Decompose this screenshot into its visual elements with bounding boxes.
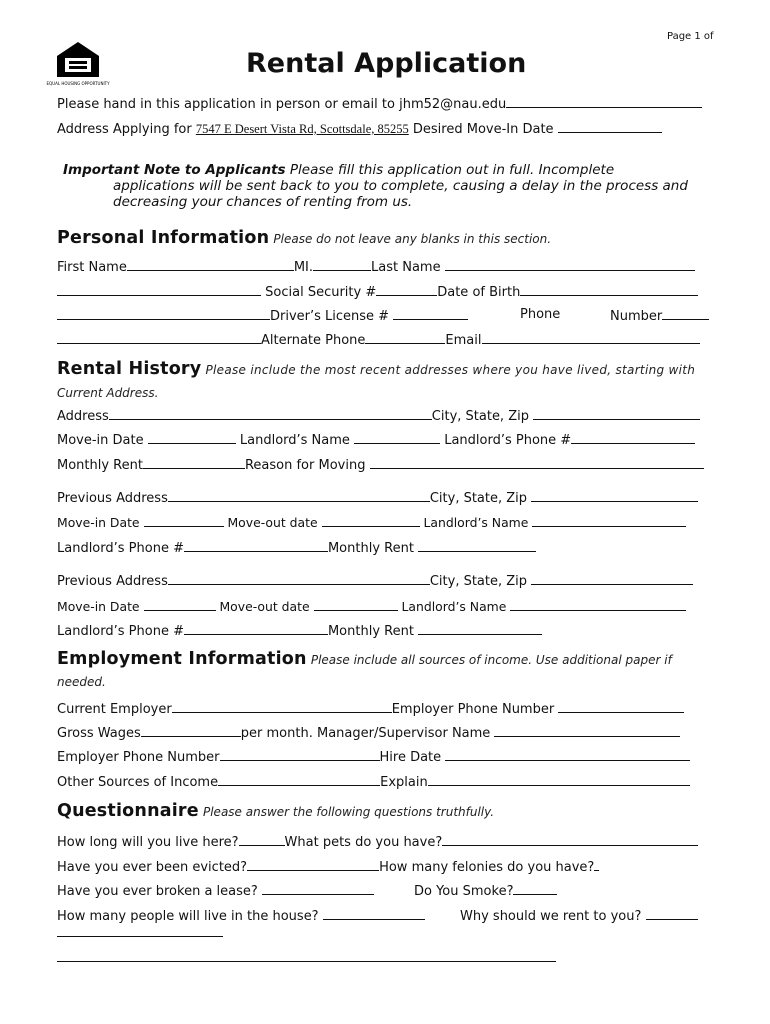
people-field[interactable]: [323, 907, 425, 920]
question-row-2: [57, 858, 599, 876]
broken-lease-field[interactable]: [262, 882, 374, 895]
question-row-3: [57, 882, 374, 900]
previous-address-row-2: [57, 572, 693, 590]
phone-number-group: [610, 307, 709, 325]
reason-field[interactable]: [370, 456, 704, 469]
other-income-field[interactable]: [218, 773, 380, 786]
manager-label: Manager/Supervisor Name: [316, 726, 491, 741]
why-continued-line-2[interactable]: [57, 961, 556, 962]
intro-address-row: [57, 120, 662, 138]
address-applying-label: Address Applying for: [57, 122, 192, 137]
license-field[interactable]: [393, 307, 468, 320]
current-move-in-field[interactable]: [148, 431, 236, 444]
pets-label: What pets do you have?: [284, 835, 443, 850]
license-label: Driver’s License #: [270, 309, 390, 324]
landlord-phone-label: Landlord’s Phone #: [444, 433, 572, 448]
last-name-field[interactable]: [445, 258, 695, 271]
note-line-1: [63, 162, 614, 178]
current-employer-field[interactable]: [172, 700, 392, 713]
last-name-label: Last Name: [371, 260, 441, 275]
how-long-field[interactable]: [239, 833, 285, 846]
previous-address-label: Previous Address: [57, 491, 168, 506]
previous-address-label: Previous Address: [57, 574, 168, 589]
note-heading: Important Note to Applicants: [63, 162, 286, 178]
house-icon: [46, 40, 110, 88]
email-field[interactable]: [482, 331, 700, 344]
current-landlord-phone-field[interactable]: [571, 431, 695, 444]
ssn-label: Social Security #: [265, 285, 377, 300]
why-field[interactable]: [646, 907, 698, 920]
personal-note: Please do not leave any blanks in this section.: [273, 232, 552, 246]
employer-phone-label: Employer Phone Number: [391, 702, 555, 717]
why-label: Why should we rent to you?: [460, 909, 642, 924]
move-in-label: Move-in Date: [57, 433, 144, 448]
dob-label: Date of Birth: [437, 285, 521, 300]
employer-phone-field-2[interactable]: [220, 748, 380, 761]
previous-dates-row-1: [57, 514, 686, 531]
current-address-row: [57, 407, 700, 425]
per-month-label: per month.: [240, 726, 313, 741]
previous-phone-row-1: [57, 539, 536, 557]
rental-note-1: Please include the most recent addresses where you have lived, starting with: [205, 363, 696, 377]
logo-caption: EQUAL HOUSING OPPORTUNITY: [46, 81, 110, 86]
pets-field[interactable]: [442, 833, 698, 846]
previous-landlord-name-field-2[interactable]: [510, 598, 686, 611]
landlord-name-label: Landlord’s Name: [239, 433, 350, 448]
note-text-1: Please fill this application out in full. Incomplete: [289, 162, 615, 178]
city-state-zip-label: City, State, Zip: [429, 491, 528, 506]
employer-phone-label-2: Employer Phone Number: [57, 750, 220, 765]
previous-city-field-2[interactable]: [531, 572, 693, 585]
previous-move-out-field-2[interactable]: [314, 598, 398, 611]
previous-landlord-name-field-1[interactable]: [532, 514, 686, 527]
number-label: Number: [610, 309, 663, 324]
previous-move-out-field-1[interactable]: [322, 514, 420, 527]
hand-in-text: Please hand in this application in person or email to jhm52@nau.edu: [57, 97, 507, 112]
landlord-name-label: Landlord’s Name: [423, 515, 529, 530]
how-long-label: How long will you live here?: [57, 835, 239, 850]
license-continued-field[interactable]: [57, 331, 261, 344]
page-title: Rental Application: [246, 48, 527, 79]
last-name-continued-field[interactable]: [57, 283, 261, 296]
landlord-phone-label: Landlord’s Phone #: [57, 541, 184, 556]
previous-address-row-1: [57, 489, 698, 507]
question-row-1: [57, 833, 698, 851]
rental-heading: Rental History: [57, 359, 202, 379]
manager-field[interactable]: [494, 724, 680, 737]
mi-label: MI.: [293, 260, 314, 275]
other-income-label: Other Sources of Income: [57, 775, 219, 790]
questionnaire-note: Please answer the following questions truthfully.: [202, 805, 495, 819]
alt-phone-field[interactable]: [365, 331, 445, 344]
hire-date-label: Hire Date: [379, 750, 442, 765]
employer-phone-field[interactable]: [558, 700, 684, 713]
hire-row: [57, 748, 690, 766]
smoke-field[interactable]: [513, 882, 557, 895]
city-state-zip-label: City, State, Zip: [429, 574, 528, 589]
city-state-zip-label: City, State, Zip: [431, 409, 529, 424]
current-rent-field[interactable]: [143, 456, 245, 469]
monthly-rent-label: Monthly Rent: [327, 624, 414, 639]
employment-note-2: needed.: [57, 675, 106, 689]
previous-address-field-2[interactable]: [168, 572, 430, 585]
questionnaire-heading: Questionnaire: [57, 801, 199, 821]
personal-heading-row: [57, 227, 551, 249]
page-number: Page 1 of: [667, 31, 714, 42]
previous-dates-row-2: [57, 598, 686, 615]
felonies-label: How many felonies do you have?: [379, 860, 595, 875]
wages-row: [57, 724, 680, 742]
previous-rent-field-1[interactable]: [418, 539, 536, 552]
smoke-label: Do You Smoke?: [414, 884, 514, 899]
rental-note-2: Current Address.: [57, 386, 159, 400]
note-text-3: decreasing your chances of renting from us.: [113, 194, 413, 210]
previous-address-field-1[interactable]: [168, 489, 430, 502]
alt-phone-label: Alternate Phone: [261, 333, 366, 348]
personal-heading: Personal Information: [57, 228, 270, 248]
current-landlord-name-field[interactable]: [354, 431, 440, 444]
ssn-field[interactable]: [376, 283, 437, 296]
income-row: [57, 773, 690, 791]
current-address-field[interactable]: [109, 407, 432, 420]
monthly-rent-label: Monthly Rent: [327, 541, 414, 556]
email-label: Email: [445, 333, 482, 348]
first-name-field[interactable]: [127, 258, 294, 271]
current-movein-row: [57, 431, 695, 449]
employment-note-1: Please include all sources of income. Use additional paper if: [310, 653, 672, 667]
ssn-row: [57, 283, 698, 301]
monthly-rent-label: Monthly Rent: [57, 458, 143, 473]
landlord-name-label: Landlord’s Name: [401, 599, 507, 614]
phone-field[interactable]: [662, 307, 709, 320]
explain-label: Explain: [380, 775, 428, 790]
previous-landlord-phone-field-2[interactable]: [184, 622, 328, 635]
previous-landlord-phone-field-1[interactable]: [184, 539, 328, 552]
address-applying-value: 7547 E Desert Vista Rd, Scottsdale, 85255: [195, 122, 409, 136]
why-continued-line[interactable]: [57, 936, 223, 937]
note-text-2: applications will be sent back to you to complete, causing a delay in the process and: [113, 178, 688, 194]
previous-city-field-1[interactable]: [531, 489, 698, 502]
email-line[interactable]: [506, 95, 702, 108]
intro-hand-in: [57, 95, 702, 113]
license-row: [57, 307, 468, 325]
previous-move-in-field-1[interactable]: [144, 514, 224, 527]
move-in-label: Move-in Date: [57, 515, 140, 530]
why-group: [460, 907, 698, 925]
explain-field[interactable]: [428, 773, 690, 786]
current-rent-row: [57, 456, 704, 474]
previous-rent-field-2[interactable]: [418, 622, 542, 635]
ssn-continued-field[interactable]: [57, 307, 270, 320]
previous-move-in-field-2[interactable]: [144, 598, 216, 611]
move-in-label: Move-in Date: [57, 599, 140, 614]
previous-phone-row-2: [57, 622, 542, 640]
hire-date-field[interactable]: [445, 748, 690, 761]
move-out-label: Move-out date: [219, 599, 310, 614]
equal-housing-logo: [46, 40, 110, 88]
move-out-label: Move-out date: [227, 515, 318, 530]
current-city-field[interactable]: [533, 407, 700, 420]
people-label: How many people will live in the house?: [57, 909, 319, 924]
mi-field[interactable]: [313, 258, 371, 271]
felonies-field[interactable]: [594, 858, 599, 871]
move-in-date-label: Desired Move-In Date: [412, 122, 554, 137]
phone-label: Phone: [520, 307, 561, 322]
employment-heading-row: [57, 648, 672, 670]
landlord-phone-label: Landlord’s Phone #: [57, 624, 184, 639]
evicted-label: Have you ever been evicted?: [57, 860, 248, 875]
rental-heading-row: [57, 358, 713, 380]
broken-lease-label: Have you ever broken a lease?: [57, 884, 258, 899]
current-employer-label: Current Employer: [57, 702, 172, 717]
move-in-date-field[interactable]: [558, 120, 662, 133]
name-row: [57, 258, 695, 276]
dob-field[interactable]: [520, 283, 698, 296]
employer-row: [57, 700, 684, 718]
gross-wages-label: Gross Wages: [57, 726, 141, 741]
employment-heading: Employment Information: [57, 649, 307, 669]
smoke-group: [414, 882, 557, 900]
question-row-4: [57, 907, 425, 925]
evicted-field[interactable]: [247, 858, 379, 871]
questionnaire-heading-row: [57, 800, 494, 822]
first-name-label: First Name: [57, 260, 127, 275]
gross-wages-field[interactable]: [141, 724, 241, 737]
address-label: Address: [57, 409, 109, 424]
alt-phone-row: [57, 331, 700, 349]
reason-label: Reason for Moving: [244, 458, 366, 473]
